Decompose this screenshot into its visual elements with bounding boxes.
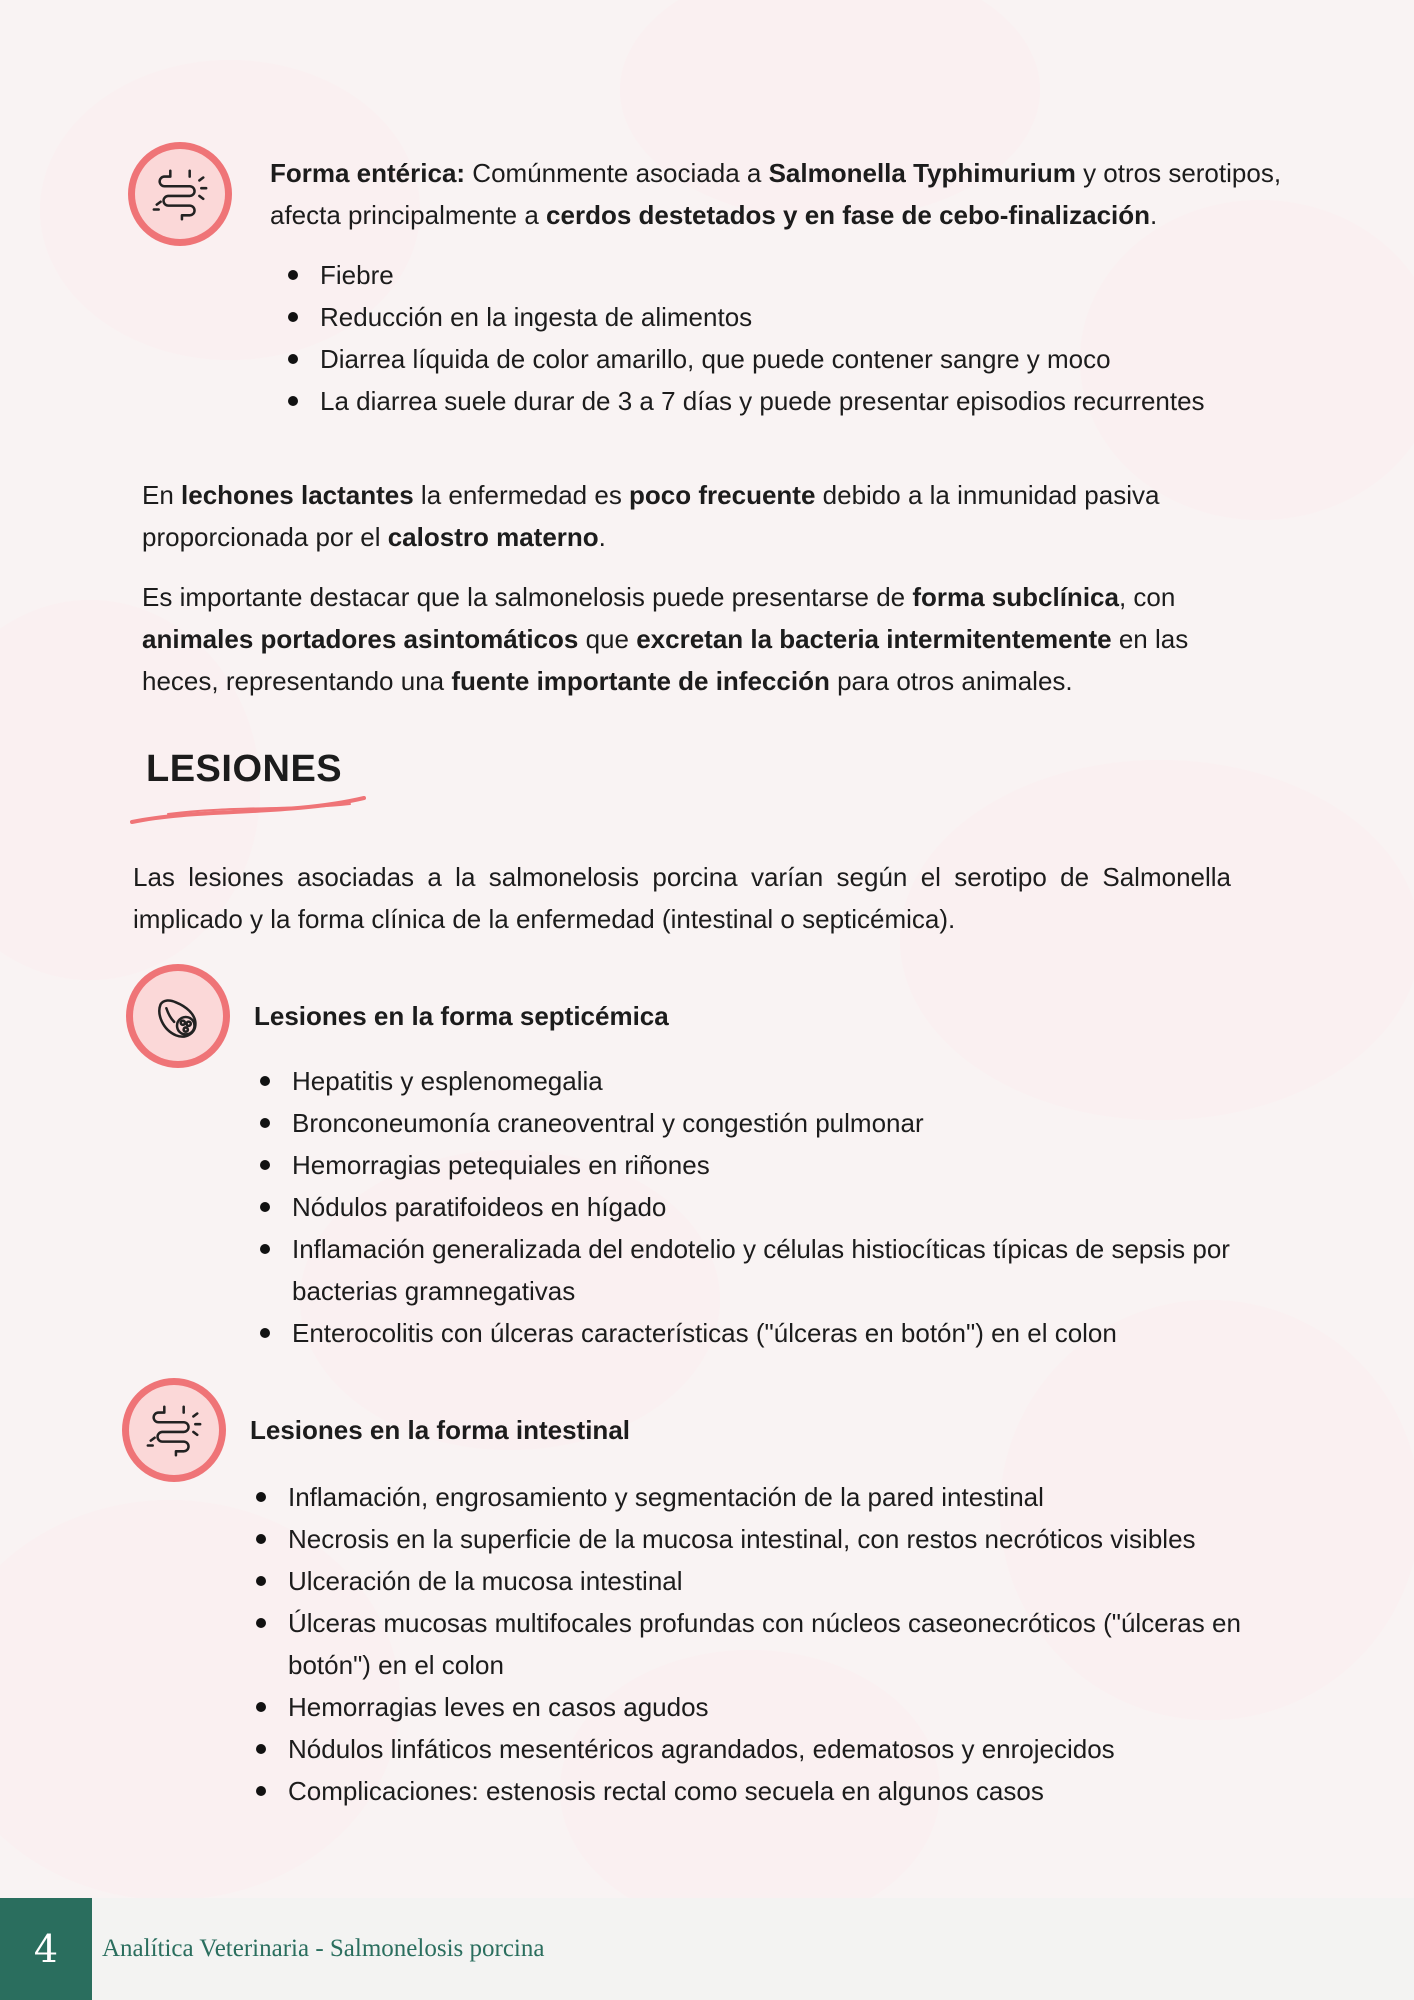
text-run: para otros animales. bbox=[829, 666, 1073, 696]
list-item: Nódulos paratifoideos en hígado bbox=[258, 1186, 1258, 1228]
bold-text-run: Salmonella Typhimurium bbox=[768, 158, 1076, 188]
text-run: debido a la inmunidad pasiva proporcionada por el bbox=[142, 480, 1160, 552]
list-item: Fiebre bbox=[286, 254, 1286, 296]
list-item: Bronconeumonía craneoventral y congestión pulmonar bbox=[258, 1102, 1258, 1144]
bold-text-run: Forma entérica: bbox=[270, 158, 466, 188]
intestine-icon bbox=[128, 142, 232, 246]
text-run: . bbox=[1150, 200, 1158, 230]
list-item: Nódulos linfáticos mesentéricos agrandados, edematosos y enrojecidos bbox=[254, 1728, 1264, 1770]
enteric-intro bbox=[270, 152, 1310, 236]
subhead-intestinal: Lesiones en la forma intestinal bbox=[250, 1415, 630, 1445]
page-footer bbox=[0, 1898, 1414, 2000]
list-item: La diarrea suele durar de 3 a 7 días y puede presentar episodios recurrentes bbox=[286, 380, 1286, 422]
page-number: 4 bbox=[0, 1898, 92, 2000]
list-item: Diarrea líquida de color amarillo, que puede contener sangre y moco bbox=[286, 338, 1286, 380]
bold-text-run: animales portadores asintomáticos bbox=[142, 624, 579, 654]
list-item: Complicaciones: estenosis rectal como secuela en algunos casos bbox=[254, 1770, 1264, 1812]
list-item: Reducción en la ingesta de alimentos bbox=[286, 296, 1286, 338]
text-run: y otros serotipos, afecta principalmente a bbox=[270, 158, 1282, 230]
liver-icon bbox=[126, 964, 230, 1068]
intestine-icon bbox=[122, 1378, 226, 1482]
list-item: Enterocolitis con úlceras características ("úlceras en botón") en el colon bbox=[258, 1312, 1258, 1354]
section-title-lesiones: LESIONES bbox=[146, 748, 343, 790]
text-run: en las heces, representando una bbox=[142, 624, 1189, 696]
text-run: . bbox=[598, 522, 606, 552]
bold-text-run: cerdos destetados y en fase de cebo-finalización bbox=[546, 200, 1151, 230]
text-run: En bbox=[142, 480, 182, 510]
list-item: Ulceración de la mucosa intestinal bbox=[254, 1560, 1264, 1602]
text-run: , con bbox=[1118, 582, 1176, 612]
footer-document-title: Analítica Veterinaria - Salmonelosis porcina bbox=[102, 1935, 545, 1962]
bold-text-run: poco frecuente bbox=[629, 480, 816, 510]
bold-text-run: calostro materno bbox=[387, 522, 599, 552]
title-underline-swash bbox=[128, 790, 374, 830]
lesiones-intro: Las lesiones asociadas a la salmonelosis porcina varían según el serotipo de Salmonella implicado y la forma clínica de la enfermedad (intestinal o septicémica). bbox=[133, 862, 1231, 934]
list-item: Necrosis en la superficie de la mucosa intestinal, con restos necróticos visibles bbox=[254, 1518, 1264, 1560]
bold-text-run: lechones lactantes bbox=[181, 480, 414, 510]
text-run: la enfermedad es bbox=[413, 480, 630, 510]
list-item: Hemorragias leves en casos agudos bbox=[254, 1686, 1264, 1728]
bold-text-run: forma subclínica bbox=[912, 582, 1119, 612]
list-item: Inflamación, engrosamiento y segmentación de la pared intestinal bbox=[254, 1476, 1264, 1518]
enteric-symptom-list bbox=[286, 254, 1286, 422]
paragraph-subclinical bbox=[142, 576, 1262, 702]
text-run: Es importante destacar que la salmonelosis puede presentarse de bbox=[142, 582, 913, 612]
list-item: Hemorragias petequiales en riñones bbox=[258, 1144, 1258, 1186]
list-item: Hepatitis y esplenomegalia bbox=[258, 1060, 1258, 1102]
list-item: Úlceras mucosas multifocales profundas con núcleos caseonecróticos ("úlceras en botón") en el colon bbox=[254, 1602, 1264, 1686]
text-run: Comúnmente asociada a bbox=[465, 158, 769, 188]
bold-text-run: fuente importante de infección bbox=[451, 666, 830, 696]
text-run: que bbox=[578, 624, 637, 654]
subhead-septicemic: Lesiones en la forma septicémica bbox=[254, 1001, 669, 1031]
list-item: Inflamación generalizada del endotelio y células histiocíticas típicas de sepsis por bacterias gramnegativas bbox=[258, 1228, 1258, 1312]
paragraph-lactating-piglets bbox=[142, 474, 1262, 558]
bold-text-run: excretan la bacteria intermitentemente bbox=[636, 624, 1112, 654]
septicemic-lesion-list bbox=[258, 1060, 1258, 1354]
intestinal-lesion-list bbox=[254, 1476, 1264, 1812]
